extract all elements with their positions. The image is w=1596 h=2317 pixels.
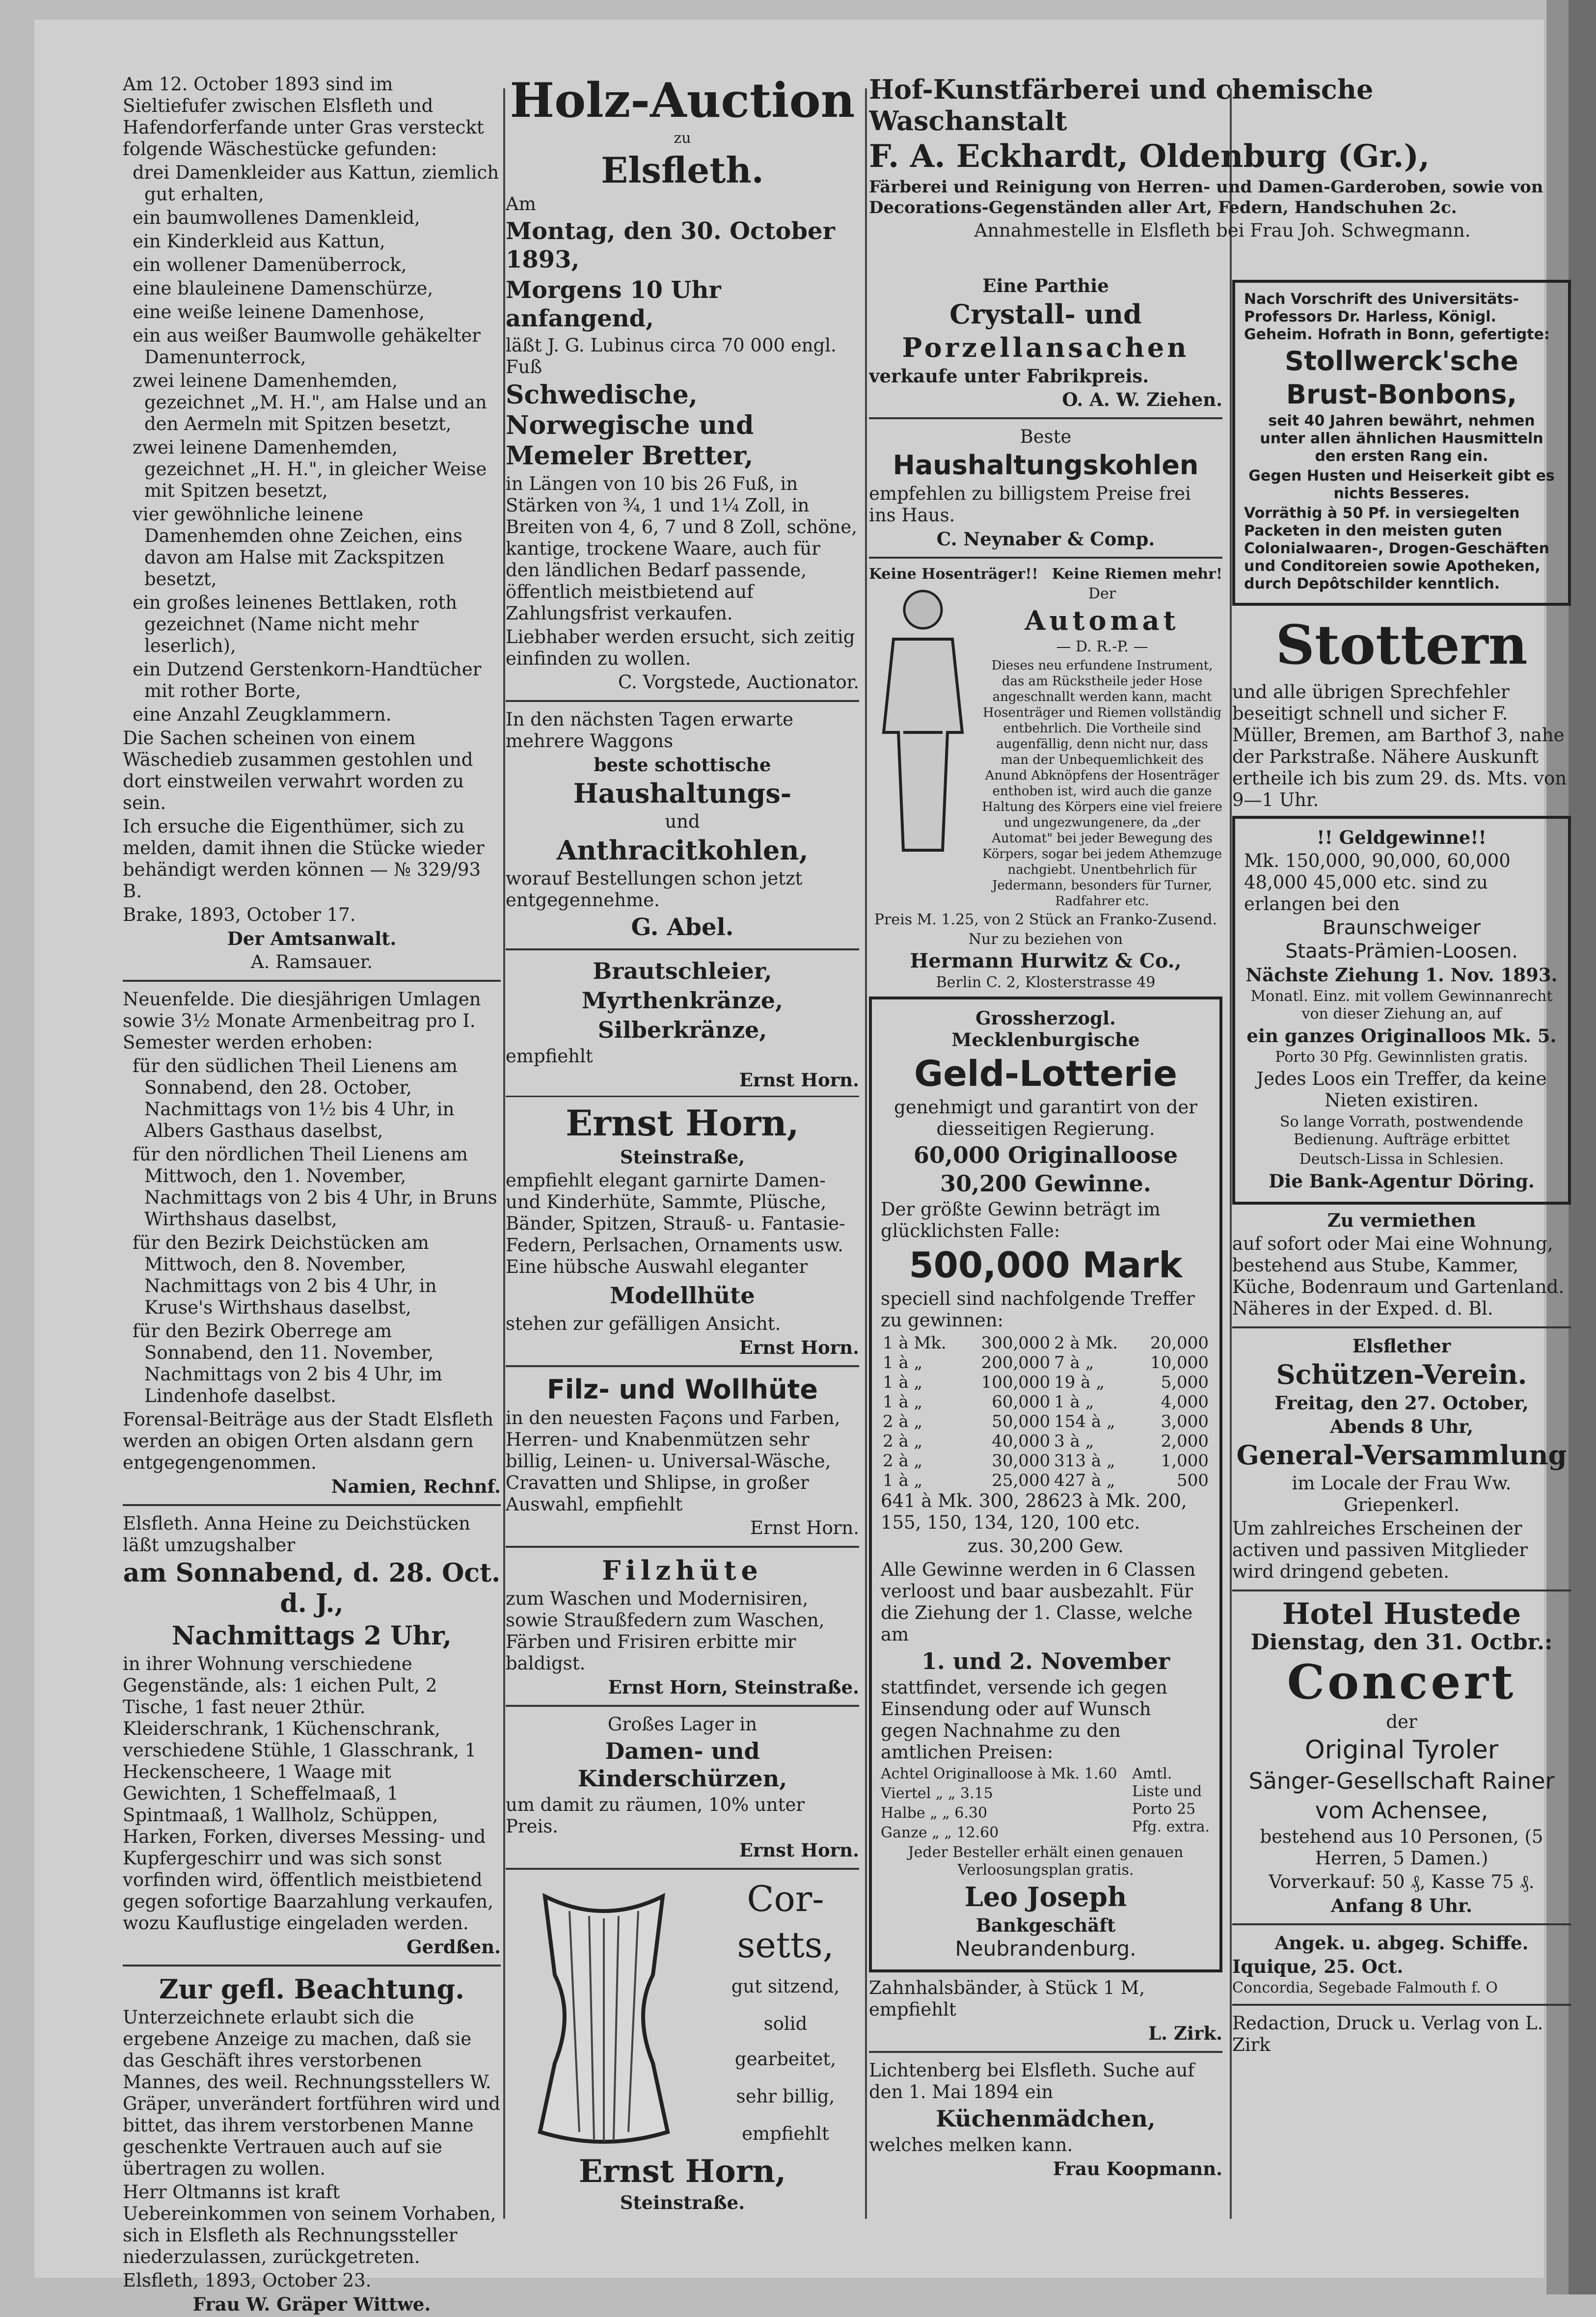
divider [506,1705,859,1707]
column-rule [503,88,505,2219]
item: für den südlichen Theil Lienens am Sonnabend, den 28. October, Nachmittags von 1½ bis 4 Uhr, in Albers Gasthaus daselbst, [133,1055,458,1141]
ad-text: bestehend aus 10 Personen, (5 Herren, 5 Damen.) [1260,1826,1543,1869]
ad-line: Anthracitkohlen, [556,835,809,866]
ad-title: Zu vermiethen [1327,1210,1476,1231]
divider [869,557,1222,559]
prize-row [881,1392,1211,1412]
ad-line: Steinstraße. [620,2192,745,2213]
graeper-notice [123,1973,501,2315]
item: ein großes leinenes Bettlaken, roth gezeichnet (Name nicht mehr leserlich), [133,592,458,656]
ad-line: 30,200 Gewinne. [940,1170,1151,1197]
signature: Ernst Horn. [750,1517,859,1538]
ad-wood-types: Schwedische, Norwegische und Memeler Bretter, [506,380,754,471]
prize-cell: 60,000 [992,1392,1051,1412]
ad-line: Großes Lager in [607,1714,757,1735]
ad-text: zus. 30,200 Gew. [968,1536,1124,1557]
signature: Die Bank-Agentur Döring. [1269,1170,1535,1192]
ad-text: Am [506,193,536,215]
prize-cell: 1 à Mk. [883,1333,947,1353]
prize-cell: 1 à „ [1054,1392,1094,1412]
prize-row [881,1431,1211,1451]
ad-name: Leo Joseph [964,1881,1127,1913]
ad-title: Angek. u. abgeg. Schiffe. [1274,1932,1529,1954]
ad-text: Monatl. Einz. mit vollem Gewinnanrecht von dieser Ziehung an, auf [1250,988,1553,1023]
ad-line: Concordia, Segebade Falmouth f. O [1232,1979,1498,1996]
ad-time: Morgens 10 Uhr anfangend, [506,276,721,332]
column-rule [1230,88,1232,2219]
hustede-ad [1232,1598,1571,1916]
prize-cell: 30,000 [992,1451,1051,1471]
ad-line: setts, [737,1924,834,1966]
ad-text: verkaufe unter Fabrikpreis. [869,365,1149,387]
prize-cell: 2 à „ [883,1412,923,1431]
signature: Ernst Horn. [739,1069,859,1091]
ad-line: Keine Hosenträger!! [869,566,1038,583]
ad-line: Modellhüte [610,1282,755,1309]
prize-cell: 1,000 [1161,1451,1209,1471]
column-1 [123,74,501,2317]
ad-line: Freitag, den 27. October, [1274,1392,1529,1414]
prize-cell: 20,000 [1150,1333,1209,1353]
ad-line: Bankgeschäft [975,1914,1116,1936]
ad-line: der [1386,1711,1417,1732]
ad-line: Silberkränze, [597,1017,767,1043]
ad-title: Holz-Auction [510,74,855,128]
item: für den nördlichen Theil Lienens am Mittwoch, den 1. November, Nachmittags von 2 bis 4 Uhr, in Bruns Wirthshaus daselbst, [133,1144,497,1230]
signature: Ernst Horn, [578,2153,786,2190]
ad-line: Keine Riemen mehr! [1052,566,1222,583]
notice-date: Brake, 1893, October 17. [123,904,356,925]
ad-title: F. A. Eckhardt, Oldenburg (Gr.), [869,138,1430,175]
ad-text: speciell sind nachfolgende Treffer zu gewinnen: [881,1288,1195,1331]
item: eine Anzahl Zeugklammern. [133,704,392,725]
ad-line: Porzellansachen [902,332,1190,363]
prize-cell: 4,000 [1161,1392,1209,1412]
heading: Zur gefl. Beachtung. [159,1973,465,2005]
ships-notice [1232,1932,1571,1997]
ad-line: Original Tyroler [1304,1735,1499,1765]
ad-text: Jedes Loos ein Treffer, da keine Nieten existiren. [1256,1068,1547,1111]
horn-ad-aprons [506,1714,859,1861]
prize-cell: 19 à „ [1054,1373,1105,1392]
ad-text: Der größte Gewinn beträgt im glücklichsten Falle: [881,1199,1161,1241]
signature: Ernst Horn. [739,1839,859,1861]
column-3-body [869,275,1222,2182]
prize-cell: 2 à „ [883,1431,923,1451]
ad-line: beste schottische [594,754,771,776]
sale-time: Nachmittags 2 Uhr, [171,1621,452,1651]
prize-cell: 1 à „ [883,1353,923,1373]
ad-line: solid gearbeitet, [734,2013,837,2070]
signature: Frau W. Gräper Wittwe. [192,2293,431,2315]
item: zwei leinene Damenhemden, gezeichnet „M. H.", am Halse und an den Aermeln mit Spitzen besetzt, [133,370,487,434]
ad-title: Ernst Horn, [566,1102,799,1144]
divider [506,1868,859,1870]
signature: L. Zirk. [1148,2022,1222,2044]
prize-cell: 2 à „ [883,1451,923,1471]
ad-line: Concert [1287,1654,1516,1710]
ad-text: Um zahlreiches Erscheinen der activen und passiven Mitglieder wird dringend gebeten. [1232,1518,1528,1582]
prize-cell: 3 à „ [1054,1431,1094,1451]
prize-cell: 200,000 [981,1353,1051,1373]
ad-text: stehen zur gefälligen Ansicht. [506,1313,781,1334]
ad-line: sehr billig, [736,2086,835,2107]
eckhardt-ad [869,74,1576,242]
ad-text: und alle übrigen Sprechfehler beseitigt schnell und sicher F. Müller, Bremen, am Barthof 3, nahe der Parkstraße. Nähere Auskunft ertheile ich bis zum 29. ds. Mts. von 9—1 Uhr. [1232,681,1567,810]
prize-row [881,1471,1211,1490]
divider [1232,1923,1571,1925]
ad-line: Cor- [747,1878,824,1919]
ad-text: Preis M. 1.25, von 2 Stück an Franko-Zusend. [874,911,1217,928]
prize-cell: 3,000 [1161,1412,1209,1431]
signature: A. Ramsauer. [250,951,373,972]
price-note: Amtl. Liste und Porto 25 Pfg. extra. [1132,1765,1210,1835]
prize-cell: 313 à „ [1054,1451,1115,1471]
ad-text: zum Waschen und Modernisiren, sowie Straußfedern zum Waschen, Färben und Frisiren erbitte mir baldigst. [506,1588,825,1674]
ad-text: Deutsch-Lissa in Schlesien. [1299,1151,1504,1168]
stottern-ad [1232,611,1571,811]
ad-line: Dienstag, den 31. Octbr.: [1250,1630,1553,1655]
column-2 [506,74,859,2215]
price-line: Halbe „ „ 6.30 [881,1805,988,1822]
ad-line: Crystall- und [949,298,1142,330]
price-line: Viertel „ „ 3.15 [881,1785,993,1802]
page-edge-shadow [1569,0,1596,2294]
zirk-ad [869,1977,1222,2044]
divider [506,1096,859,1097]
prize-cell: 2,000 [1161,1431,1209,1451]
schuetzen-ad [1232,1335,1571,1583]
corset-illustration [506,1877,702,2152]
notice-text: Am 12. October 1893 sind im Sieltiefufer zwischen Elsfleth und Hafendorferfande unter Gras versteckt folgende Wäschestücke gefunden: [123,74,484,160]
notice-text: in ihrer Wohnung verschiedene Gegenstände, als: 1 eichen Pult, 2 Tische, 1 fast neuer 2thür. Kleiderschrank, 1 Küchenschrank, verschiedene Stühle, 1 Glasschrank, 1 Heckenscheere, 1 Waage mit Gewichten, 1 Scheffelmaaß, 1 Spintmaaß, 1 Wallholz, Schüppen, Harken, Forken, diverses Messing- und Kupfergeschirr und was sich sonst vorfinden wird, öffentlich meistbietend gegen sofortige Baarzahlung verkaufen, wozu Kauflustige eingeladen werden. [123,1653,494,1934]
ad-line: Myrthenkränze, [581,987,784,1014]
ad-text: empfiehlt elegant garnirte Damen- und Kinderhüte, Sammte, Plüsche, Bänder, Spitzen, Strauß- u. Fantasie-Federn, Perlsachen, Ornaments usw. Eine hübsche Auswahl eleganter [506,1170,845,1277]
prize-cell: 25,000 [992,1471,1051,1490]
signature: Ernst Horn, Steinstraße. [608,1676,859,1698]
prize-cell: 154 à „ [1054,1412,1115,1431]
ad-text: Mk. 150,000, 90,000, 60,000 48,000 45,000 etc. sind zu erlangen bei den [1244,850,1511,915]
divider [506,948,859,950]
ad-text: Nach Vorschrift des Universitäts-Professors Dr. Harless, Königl. Geheim. Hofrath in Bonn, gefertigte: [1244,291,1550,343]
item: für den Bezirk Deichstücken am Mittwoch, den 8. November, Nachmittags von 2 bis 4 Uhr, in Kruse's Wirthshaus daselbst, [133,1232,437,1318]
ad-text: empfehlen zu billigstem Preise frei ins Haus. [869,483,1191,526]
ad-text: 641 à Mk. 300, 28623 à Mk. 200, 155, 150, 134, 120, 100 etc. [881,1490,1187,1533]
ad-line: — D. R.-P. — [1056,638,1148,655]
notice-text: Neuenfelde. Die diesjährigen Umlagen sowie 3½ Monate Armenbeitrag pro I. Semester werden erhoben: [123,989,481,1053]
price-line: Achtel Originalloose à Mk. 1.60 [881,1765,1117,1782]
ad-line: empfiehlt [742,2123,829,2144]
ad-title: Hotel Hustede [1282,1597,1521,1631]
ad-line: ein ganzes Originalloos Mk. 5. [1246,1025,1557,1047]
ad-text: im Locale der Frau Ww. Griepenkerl. [1292,1473,1512,1515]
notice-text: Herr Oltmanns ist kraft Uebereinkommen von seinem Vorhaben, sich in Elsfleth als Rechnungssteller niederzulassen, zurückgetreten. [123,2182,496,2267]
ad-text: Vorverkauf: 50 ₰, Kasse 75 ₰. [1269,1871,1535,1892]
lottery-ad [869,997,1222,1972]
horn-ad-felthats [506,1555,859,1698]
notice-text: Forensal-Beiträge aus der Stadt Elsfleth werden an obigen Orten alsdann gern entgegengenommen. [123,1409,493,1473]
ad-text: empfiehlt [506,1046,593,1067]
divider [123,1965,501,1967]
sale-date: am Sonnabend, d. 28. Oct. d. J., [123,1558,501,1618]
ad-text: Nur zu beziehen von [968,931,1123,948]
ad-prize: 500,000 Mark [909,1244,1183,1286]
item: ein Dutzend Gerstenkorn-Handtücher mit rother Borte, [133,659,482,701]
ad-text: in den neuesten Façons und Farben, Herren- und Knabenmützen sehr billig, Leinen- u. Universal-Wäsche, Cravatten und Shlipse, in großer Auswahl, empfiehlt [506,1407,840,1515]
ad-text: In den nächsten Tagen erwarte mehrere Waggons [506,709,793,752]
prize-cell: 2 à Mk. [1054,1333,1118,1353]
ad-text: um damit zu räumen, 10% unter Preis. [506,1794,805,1837]
horn-ad-corsets [506,1877,859,2213]
prize-cell: 7 à „ [1054,1353,1094,1373]
signature: Gerdßen. [406,1936,501,1958]
man-illustration [869,585,977,860]
divider [1232,1590,1571,1591]
prize-cell: 300,000 [981,1333,1051,1353]
signature: Der Amtsanwalt. [227,928,397,949]
ad-line: Nächste Ziehung 1. Nov. 1893. [1245,964,1558,986]
ad-place: Elsfleth. [601,149,764,191]
prize-cell: 427 à „ [1054,1471,1115,1490]
ad-address: Berlin C. 2, Klosterstrasse 49 [936,974,1156,991]
ad-text: stattfindet, versende ich gegen Einsendung oder auf Wunsch gegen Nachnahme zu den amtlichen Preisen: [881,1677,1167,1763]
prize-cell: 5,000 [1161,1373,1209,1392]
wood-auction-ad [506,74,859,693]
ad-title: Stollwerck'sche [1285,346,1518,377]
prize-row [881,1373,1211,1392]
column-rule [865,88,867,2219]
ad-text: Porto 30 Pfg. Gewinnlisten gratis. [1275,1049,1528,1066]
divider [506,700,859,702]
ad-line: Brautschleier, [593,958,772,984]
ad-line: 60,000 Originalloose [913,1142,1178,1168]
ad-line: Anfang 8 Uhr. [1331,1895,1472,1916]
ad-text: So lange Vorrath, postwendende Bedienung. Aufträge erbittet [1279,1113,1524,1148]
item: ein aus weißer Baumwolle gehäkelter Damenunterrock, [133,325,481,368]
notice-text: Unterzeichnete erlaubt sich die ergebene Anzeige zu machen, daß sie das Geschäft ihres verstorbenen Mannes, des weil. Rechnungsstellers W. Gräper, unverändert fortführen wird und bittet, das ihrem verstorbenen Manne geschenkte Vertrauen auch auf sie übertragen zu wollen. [123,2007,500,2179]
prize-row [881,1333,1211,1353]
ad-title: Filzhüte [602,1555,763,1586]
ad-text: welches melken kann. [869,2134,1073,2155]
ad-text: Liebhaber werden ersucht, sich zeitig einfinden zu wollen. [506,626,855,669]
divider [1232,2004,1571,2006]
item: vier gewöhnliche leinene Damenhemden ohne Zeichen, eins davon am Halse mit Zackspitzen besetzt, [133,504,462,590]
doering-ad [1232,816,1571,1205]
sale-notice [123,1513,501,1958]
item: ein wollener Damenüberrock, [133,254,407,275]
prize-cell: 500 [1177,1471,1209,1490]
notice-text: Elsfleth. Anna Heine zu Deichstücken läßt umzugshalber [123,1513,470,1556]
ad-line: Hof-Kunstfärberei und chemische Waschanstalt [869,74,1374,136]
ad-line: Der [1088,585,1116,602]
horn-ad-hats [506,1102,859,1358]
ad-line: !! Geldgewinne!! [1317,827,1487,848]
item: ein Kinderkleid aus Kattun, [133,231,385,252]
ad-title: Filz- und Wollhüte [547,1374,818,1405]
column-3 [869,74,1576,243]
ad-line: Küchenmädchen, [936,2105,1156,2132]
ziehen-ad [869,275,1222,410]
imprint: Redaction, Druck u. Verlag von L. Zirk [1232,2013,1543,2055]
ad-title: Brust-Bonbons, [1286,379,1517,410]
notice-text: Die Sachen scheinen von einem Wäschedieb zusammen gestohlen und dort einstweilen verwahrt worden zu sein. [123,727,473,813]
horn-ad-felt [506,1374,859,1539]
ad-line: Steinstraße, [620,1146,745,1168]
tax-notice [123,989,501,1497]
prize-row [881,1412,1211,1431]
column-4 [1232,275,1571,2058]
ad-text: Jeder Besteller erhält einen genauen Verloosungsplan gratis. [908,1844,1184,1879]
ad-line: General-Versammlung [1236,1439,1567,1471]
signature: Namien, Rechnf. [331,1476,501,1497]
divider [869,2051,1222,2053]
prize-cell: 10,000 [1150,1353,1209,1373]
signature: Ernst Horn. [739,1337,859,1358]
ad-firm: Hermann Hurwitz & Co., [910,949,1182,972]
divider [123,1504,501,1506]
divider [506,1365,859,1367]
ad-line: gut sitzend, [731,1976,840,1997]
ad-line: und [665,811,700,832]
ad-text: Vorräthig à 50 Pf. in versiegelten Packeten in den meisten guten Colonialwaaren-, Drogen-Geschäften und Conditoreien sowie Apotheken, durch Depôtschilder kenntlich. [1244,505,1549,593]
prize-table [881,1333,1211,1490]
ad-title: Stottern [1275,613,1528,676]
item: für den Bezirk Oberrege am Sonnabend, den 11. November, Nachmittags von 2 bis 4 Uhr, im Lindenhofe daselbst. [133,1320,442,1406]
notice-text: Ich ersuche die Eigenthümer, sich zu melden, damit ihnen die Stücke wieder behändigt werden können — № 329/93 B. [123,816,485,902]
neynaber-ad [869,426,1222,550]
prize-cell: 1 à „ [883,1392,923,1412]
coal-ad [506,709,859,942]
ad-line: Elsflether [1352,1335,1451,1357]
prize-cell: 50,000 [992,1412,1051,1431]
item: ein baumwollenes Damenkleid, [133,207,420,228]
signature: G. Abel. [631,914,734,941]
ad-text: läßt J. G. Lubinus circa 70 000 engl. Fuß [506,335,837,377]
ad-title: Automat [1025,605,1180,636]
item: drei Damenkleider aus Kattun, ziemlich gut erhalten, [133,162,499,205]
automat-ad [869,566,1222,992]
price-line: Ganze „ „ 12.60 [881,1824,999,1841]
ad-text: Zahnhalsbänder, à Stück 1 M, empfiehlt [869,1977,1145,2020]
ad-line: Neubrandenburg. [955,1937,1136,1961]
divider [123,980,501,982]
ad-line: Beste [1020,426,1072,447]
ad-line: Staats-Prämien-Loosen. [1285,940,1518,963]
ad-text: Lichtenberg bei Elsfleth. Suche auf den 1. Mai 1894 ein [869,2060,1195,2102]
ad-line: vom Achensee, [1315,1797,1488,1824]
item: zwei leinene Damenhemden, gezeichnet „H. H.", in gleicher Weise mit Spitzen besetzt, [133,437,487,501]
ad-title: Haushaltungskohlen [893,450,1199,481]
ad-text: Gegen Husten und Heiserkeit gibt es nichts Besseres. [1248,467,1555,502]
ad-text: auf sofort oder Mai eine Wohnung, bestehend aus Stube, Kammer, Küche, Bodenraum und Gartenland. Näheres in der Exped. d. Bl. [1232,1233,1565,1319]
prize-cell: 1 à „ [883,1471,923,1490]
ad-text: Annahmestelle in Elsfleth bei Frau Joh. Schwegmann. [974,220,1471,241]
divider [1232,1326,1571,1328]
stollwerck-ad [1232,280,1571,606]
divider [869,417,1222,419]
signature: Frau Koopmann. [1053,2158,1222,2180]
notice-date: Elsfleth, 1893, October 23. [123,2270,372,2291]
ad-line: Iquique, 25. Oct. [1232,1956,1404,1977]
ad-text: Alle Gewinne werden in 6 Classen verloost und baar ausbezahlt. Für die Ziehung der 1. Classe, welche am [881,1559,1196,1645]
ad-text: Färberei und Reinigung von Herren- und Damen-Garderoben, sowie von Decorations-Gegenständen aller Art, Federn, Handschuhen 2c. [869,177,1543,217]
ad-line: 1. und 2. November [921,1648,1170,1674]
item: eine weiße leinene Damenhose, [133,301,425,323]
item: eine blauleinene Damenschürze, [133,278,433,299]
ad-line: Haushaltungs- [573,778,792,809]
ad-date: Montag, den 30. October 1893, [506,217,835,273]
ad-line: Grossherzogl. Mecklenburgische [951,1007,1140,1051]
prize-cell: 40,000 [992,1431,1051,1451]
ad-text: genehmigt und garantirt von der diesseitigen Regierung. [894,1097,1197,1139]
divider [506,1546,859,1548]
signature: C. Vorgstede, Auctionator. [618,672,859,693]
signature: O. A. W. Ziehen. [1062,389,1222,410]
wohnung-ad [1232,1210,1571,1320]
prize-cell: 100,000 [981,1373,1051,1392]
ad-text: zu [674,130,691,147]
ad-text: Dieses neu erfundene Instrument, das am Rückstheile jeder Hose angeschnallt werden kann, macht Hosenträger und Riemen vollständig entbehrlich. Die Vortheile sind augenfällig, denn nicht nur, dass man der Unbequemlichkeit des Anund Abknöpfens der Hosenträger enthoben ist, wird auch die ganze Haltung des Körpers eine viel freiere und ungezwungenere, da „der Automat" bei jeder Bewegung des Körpers, sogar bei jedem Athemzuge nachgiebt. Unentbehrlich für Jedermann, besonders für Turner, Radfahrer etc. [982,658,1222,909]
ad-text: in Längen von 10 bis 26 Fuß, in Stärken von ¾, 1 und 1¼ Zoll, in Breiten von 4, 6, 7 und 8 Zoll, schöne, kantige, trockene Waare, auch für den ländlichen Bedarf passende, öffentlich meistbietend auf Zahlungsfrist verkaufen. [506,473,858,624]
horn-ad-veils [506,957,859,1091]
ad-line: Sänger-Gesellschaft Rainer [1248,1768,1555,1794]
prize-cell: 1 à „ [883,1373,923,1392]
signature: C. Neynaber & Comp. [936,528,1155,550]
ad-title: Damen- und Kinderschürzen, [577,1738,787,1792]
prize-row [881,1451,1211,1471]
ad-line: Abends 8 Uhr, [1329,1416,1474,1437]
ad-line: Braunschweiger [1322,916,1481,939]
ad-text: seit 40 Jahren bewährt, nehmen unter allen ähnlichen Hausmitteln den ersten Rang ein. [1260,412,1543,465]
found-items-notice [123,74,501,973]
ad-title: Geld-Lotterie [914,1053,1178,1094]
prize-row [881,1353,1211,1373]
ad-title: Schützen-Verein. [1276,1359,1527,1390]
ad-text: worauf Bestellungen schon jetzt entgegennehme. [506,868,803,911]
ad-line: Eine Parthie [982,275,1109,296]
koopmann-ad [869,2060,1222,2180]
